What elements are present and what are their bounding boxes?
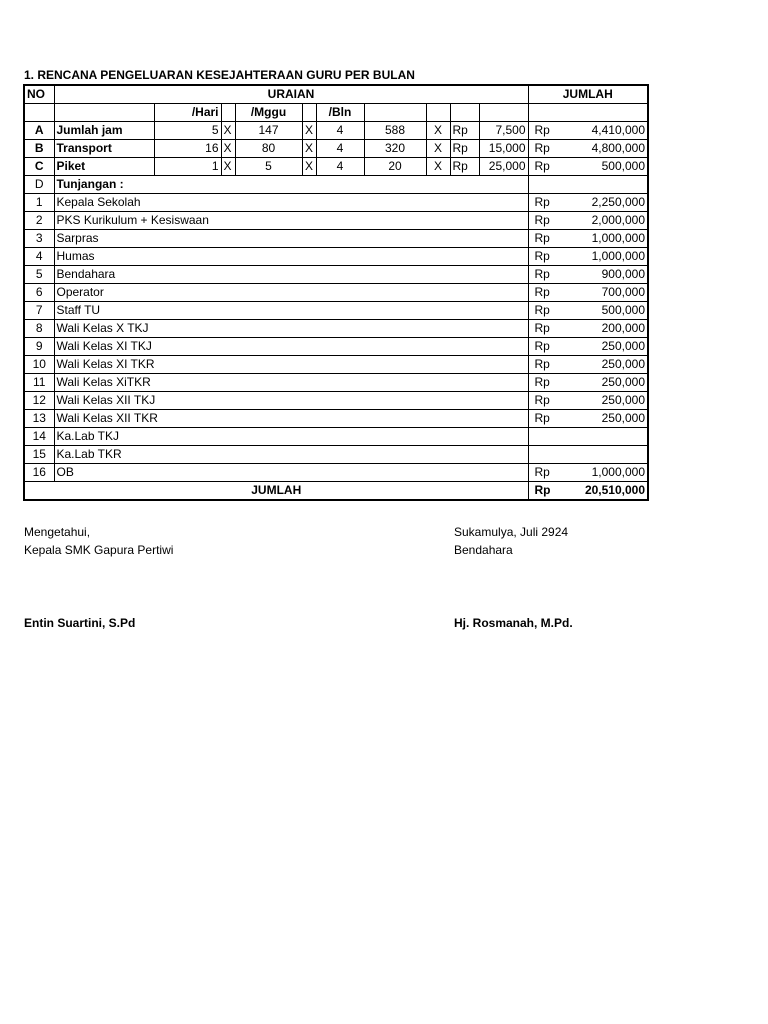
row-label: Wali Kelas XI TKR: [54, 356, 528, 374]
header-mggu: /Mggu: [235, 104, 302, 122]
table-row: [24, 374, 648, 392]
table-row: [24, 230, 648, 248]
jumlah-value: [531, 212, 646, 229]
multiply-sign: X: [426, 140, 450, 158]
per-month-value: 4: [316, 122, 364, 140]
row-label: Transport: [54, 140, 154, 158]
row-number: 11: [24, 374, 54, 392]
jumlah-cell: [528, 410, 648, 428]
amount-value: 250,000: [601, 357, 645, 371]
amount-value: 4,410,000: [591, 123, 645, 137]
jumlah-cell: [528, 338, 648, 356]
jumlah-cell: [528, 176, 648, 194]
row-number: 5: [24, 266, 54, 284]
table-row: [24, 464, 648, 482]
row-number: 8: [24, 320, 54, 338]
row-number: 14: [24, 428, 54, 446]
currency-label: Rp: [534, 483, 551, 497]
treasurer-signer: Hj. Rosmanah, M.Pd.: [454, 616, 573, 630]
row-label: Wali Kelas XiTKR: [54, 374, 528, 392]
jumlah-value: [531, 356, 646, 373]
jumlah-cell: [528, 212, 648, 230]
jumlah-cell: [528, 464, 648, 482]
calc-row: [24, 158, 648, 176]
per-day-value: 1: [154, 158, 221, 176]
jumlah-value: [531, 158, 646, 175]
principal-signer: Entin Suartini, S.Pd: [24, 616, 136, 630]
per-month-value: 4: [316, 158, 364, 176]
total-label: JUMLAH: [24, 482, 528, 501]
jumlah-value: [531, 194, 646, 211]
header-jumlah: JUMLAH: [528, 85, 648, 104]
jumlah-cell: [528, 194, 648, 212]
jumlah-value: [531, 302, 646, 319]
subtotal-value: 588: [364, 122, 426, 140]
row-number: 1: [24, 194, 54, 212]
amount-value: 2,000,000: [591, 213, 645, 227]
amount-value: 4,800,000: [591, 141, 645, 155]
amount-value: 250,000: [601, 393, 645, 407]
table-row: [24, 428, 648, 446]
calc-row: [24, 140, 648, 158]
row-label: OB: [54, 464, 528, 482]
currency-label: Rp: [450, 140, 479, 158]
row-label: Ka.Lab TKR: [54, 446, 528, 464]
table-row: [24, 410, 648, 428]
currency-label: Rp: [450, 122, 479, 140]
jumlah-value: [531, 284, 646, 301]
per-day-value: 5: [154, 122, 221, 140]
currency-label: Rp: [534, 357, 550, 371]
row-number: 15: [24, 446, 54, 464]
jumlah-cell: [528, 248, 648, 266]
row-code: C: [24, 158, 54, 176]
per-week-value: 147: [235, 122, 302, 140]
currency-label: Rp: [534, 303, 550, 317]
currency-label: Rp: [534, 141, 550, 155]
jumlah-value: [531, 122, 646, 139]
amount-value: 900,000: [601, 267, 645, 281]
amount-value: 700,000: [601, 285, 645, 299]
table-row: [24, 356, 648, 374]
multiply-sign: X: [302, 158, 316, 176]
currency-label: Rp: [534, 393, 550, 407]
jumlah-value: [531, 392, 646, 409]
table-row: [24, 392, 648, 410]
row-label: Operator: [54, 284, 528, 302]
currency-label: Rp: [534, 339, 550, 353]
jumlah-cell: [528, 392, 648, 410]
amount-value: 250,000: [601, 339, 645, 353]
row-code: B: [24, 140, 54, 158]
row-code: D: [24, 176, 54, 194]
jumlah-cell: [528, 356, 648, 374]
expense-table: [23, 84, 649, 501]
jumlah-value: [531, 464, 646, 481]
amount-value: 500,000: [601, 159, 645, 173]
row-label: Kepala Sekolah: [54, 194, 528, 212]
amount-value: 2,250,000: [591, 195, 645, 209]
row-number: 16: [24, 464, 54, 482]
header-uraian: URAIAN: [54, 85, 528, 104]
row-number: 9: [24, 338, 54, 356]
currency-label: Rp: [450, 158, 479, 176]
row-number: 12: [24, 392, 54, 410]
header-no: NO: [24, 85, 54, 104]
jumlah-cell: [528, 482, 648, 501]
place-date: Sukamulya, Juli 2924: [454, 525, 569, 539]
footer-right: [454, 523, 573, 632]
document-title: 1. RENCANA PENGELUARAN KESEJAHTERAAN GURU PER BULAN: [24, 68, 415, 82]
multiply-sign: X: [221, 158, 235, 176]
per-month-value: 4: [316, 140, 364, 158]
jumlah-value: [531, 248, 646, 265]
currency-label: Rp: [534, 285, 550, 299]
table-row: [24, 212, 648, 230]
amount-value: 200,000: [601, 321, 645, 335]
row-code: A: [24, 122, 54, 140]
principal-title: Kepala SMK Gapura Pertiwi: [24, 543, 174, 557]
row-label: Ka.Lab TKJ: [54, 428, 528, 446]
jumlah-value: [531, 266, 646, 283]
currency-label: Rp: [534, 231, 550, 245]
total-row: [24, 482, 648, 501]
jumlah-value: [531, 338, 646, 355]
amount-value: 500,000: [601, 303, 645, 317]
jumlah-cell: [528, 230, 648, 248]
subtotal-value: 20: [364, 158, 426, 176]
per-day-value: 16: [154, 140, 221, 158]
per-week-value: 80: [235, 140, 302, 158]
row-number: 3: [24, 230, 54, 248]
amount-value: 20,510,000: [584, 483, 645, 497]
jumlah-cell: [528, 320, 648, 338]
jumlah-value: [531, 140, 646, 157]
rate-value: 15,000: [479, 140, 528, 158]
row-label: Humas: [54, 248, 528, 266]
header-row: [24, 85, 648, 104]
row-label: Jumlah jam: [54, 122, 154, 140]
table-row: [24, 194, 648, 212]
multiply-sign: X: [426, 122, 450, 140]
amount-value: 250,000: [601, 375, 645, 389]
row-number: 13: [24, 410, 54, 428]
table-row: [24, 338, 648, 356]
jumlah-cell: [528, 266, 648, 284]
row-label: Sarpras: [54, 230, 528, 248]
row-label: Wali Kelas X TKJ: [54, 320, 528, 338]
amount-value: 1,000,000: [591, 465, 645, 479]
header-hari: /Hari: [154, 104, 221, 122]
table-row: [24, 320, 648, 338]
row-label: Wali Kelas XI TKJ: [54, 338, 528, 356]
currency-label: Rp: [534, 159, 550, 173]
currency-label: Rp: [534, 465, 550, 479]
jumlah-value: [531, 320, 646, 337]
row-label: Piket: [54, 158, 154, 176]
header-bln: /Bln: [316, 104, 364, 122]
currency-label: Rp: [534, 213, 550, 227]
row-label: Wali Kelas XII TKR: [54, 410, 528, 428]
row-number: 7: [24, 302, 54, 320]
jumlah-value: [531, 410, 646, 427]
jumlah-cell: [528, 428, 648, 446]
rate-value: 25,000: [479, 158, 528, 176]
jumlah-cell: [528, 374, 648, 392]
rate-value: 7,500: [479, 122, 528, 140]
table-row: [24, 446, 648, 464]
jumlah-cell: [528, 284, 648, 302]
row-number: 6: [24, 284, 54, 302]
currency-label: Rp: [534, 321, 550, 335]
jumlah-value: [531, 482, 646, 499]
treasurer-title: Bendahara: [454, 543, 513, 557]
table-row: [24, 284, 648, 302]
currency-label: Rp: [534, 249, 550, 263]
section-label: Tunjangan :: [54, 176, 528, 194]
table-row: [24, 266, 648, 284]
row-label: Bendahara: [54, 266, 528, 284]
jumlah-cell: [528, 122, 648, 140]
currency-label: Rp: [534, 375, 550, 389]
currency-label: Rp: [534, 195, 550, 209]
row-label: Staff TU: [54, 302, 528, 320]
multiply-sign: X: [302, 140, 316, 158]
jumlah-cell: [528, 446, 648, 464]
row-number: 10: [24, 356, 54, 374]
jumlah-value: [531, 230, 646, 247]
table-row: [24, 302, 648, 320]
amount-value: 1,000,000: [591, 231, 645, 245]
multiply-sign: X: [426, 158, 450, 176]
multiply-sign: X: [221, 140, 235, 158]
jumlah-cell: [528, 158, 648, 176]
jumlah-cell: [528, 302, 648, 320]
footer-left: [24, 523, 173, 632]
currency-label: Rp: [534, 411, 550, 425]
amount-value: 250,000: [601, 411, 645, 425]
row-number: 2: [24, 212, 54, 230]
currency-label: Rp: [534, 267, 550, 281]
jumlah-value: [531, 374, 646, 391]
row-label: Wali Kelas XII TKJ: [54, 392, 528, 410]
multiply-sign: X: [302, 122, 316, 140]
currency-label: Rp: [534, 123, 550, 137]
tunjangan-row: [24, 176, 648, 194]
multiply-sign: X: [221, 122, 235, 140]
calc-row: [24, 122, 648, 140]
jumlah-cell: [528, 140, 648, 158]
subheader-row: [24, 104, 648, 122]
row-label: PKS Kurikulum + Kesiswaan: [54, 212, 528, 230]
row-number: 4: [24, 248, 54, 266]
amount-value: 1,000,000: [591, 249, 645, 263]
table-row: [24, 248, 648, 266]
acknowledged-label: Mengetahui,: [24, 525, 91, 539]
subtotal-value: 320: [364, 140, 426, 158]
per-week-value: 5: [235, 158, 302, 176]
